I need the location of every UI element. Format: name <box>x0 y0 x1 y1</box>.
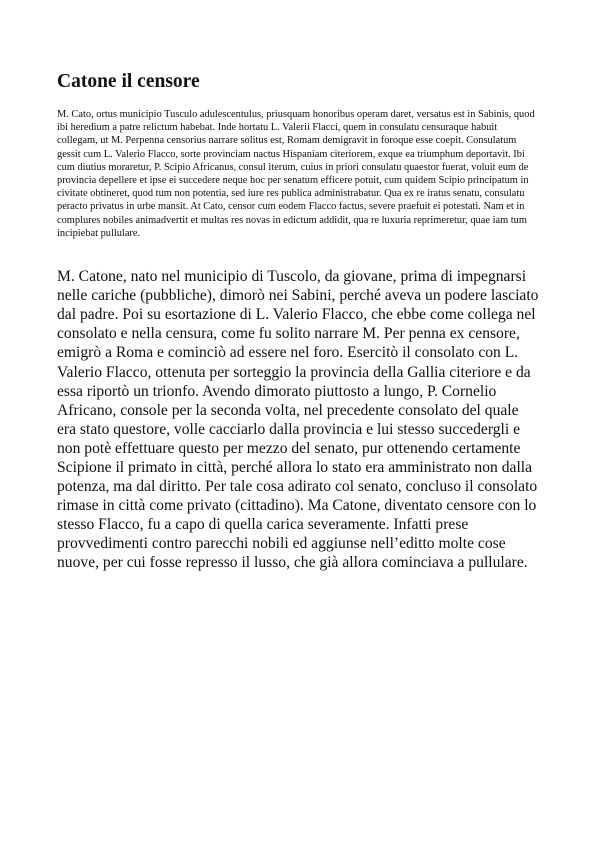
document-title: Catone il censore <box>57 71 200 92</box>
latin-paragraph: M. Cato, ortus municipio Tusculo adulescentulus, priusquam honoribus operam daret, versatus est in Sabinis, quod ibi heredium a patre relictum habebat. Inde hortatu L. Valerii Flacci, quem in consulatu censuraque habuit collegam, ut M. Perpenna censorius narrare solitus est, Romam demigravit in foroque esse coepit. Consulatum gessit cum L. Valerio Flacco, sorte provinciam nactus Hispaniam citeriorem, exque ea triumphum deportavit. Ibi cum diutius moraretur, P. Scipio Africanus, consul iterum, cuius in priori consulatu quaestor fuerat, voluit eum de provincia depellere et ipse ei succedere neque hoc per senatum efficere potuit, cum quidem Scipio principatum in civitate obtineret, quod tum non potentia, sed iure res publica administrabatur. Qua ex re iratus senatu, consulatu peracto privatus in urbe mansit. At Cato, censor cum eodem Flacco factus, severe praefuit ei potestati. Nam et in complures nobiles animadvertit et multas res novas in edictum addidit, qua re luxuria reprimeretur, quae iam tum incipiebat pullulare. <box>57 109 535 239</box>
italian-translation-paragraph: M. Catone, nato nel municipio di Tuscolo, da giovane, prima di impegnarsi nelle cariche (pubbliche), dimorò nei Sabini, perché aveva un podere lasciato dal padre. Poi su esortazione di L. Valerio Flacco, che ebbe come collega nel consolato e nella censura, come fu solito narrare M. Per penna ex censore, emigrò a Roma e cominciò ad essere nel foro. Esercitò il consolato con L. Valerio Flacco, ottenuta per sorteggio la provincia della Gallia citeriore e da essa riportò un trionfo. Avendo dimorato piuttosto a lungo, P. Cornelio Africano, console per la seconda volta, nel precedente consolato del quale era stato questore, volle cacciarlo dalla provincia e lui stesso succedergli e non potè effettuare questo per mezzo del senato, pur ottenendo certamente Scipione il primato in città, perché allora lo stato era amministrato non dalla potenza, ma dal diritto. Per tale cosa adirato col senato, concluso il consolato rimase in città come privato (cittadino). Ma Catone, diventato censore con lo stesso Flacco, fu a capo di quella carica severamente. Infatti prese provvedimenti contro parecchi nobili ed aggiunse nell’editto molte cose nuove, per cui fosse represso il lusso, che già allora cominciava a pullulare. <box>57 268 539 572</box>
document-page <box>57 70 540 573</box>
